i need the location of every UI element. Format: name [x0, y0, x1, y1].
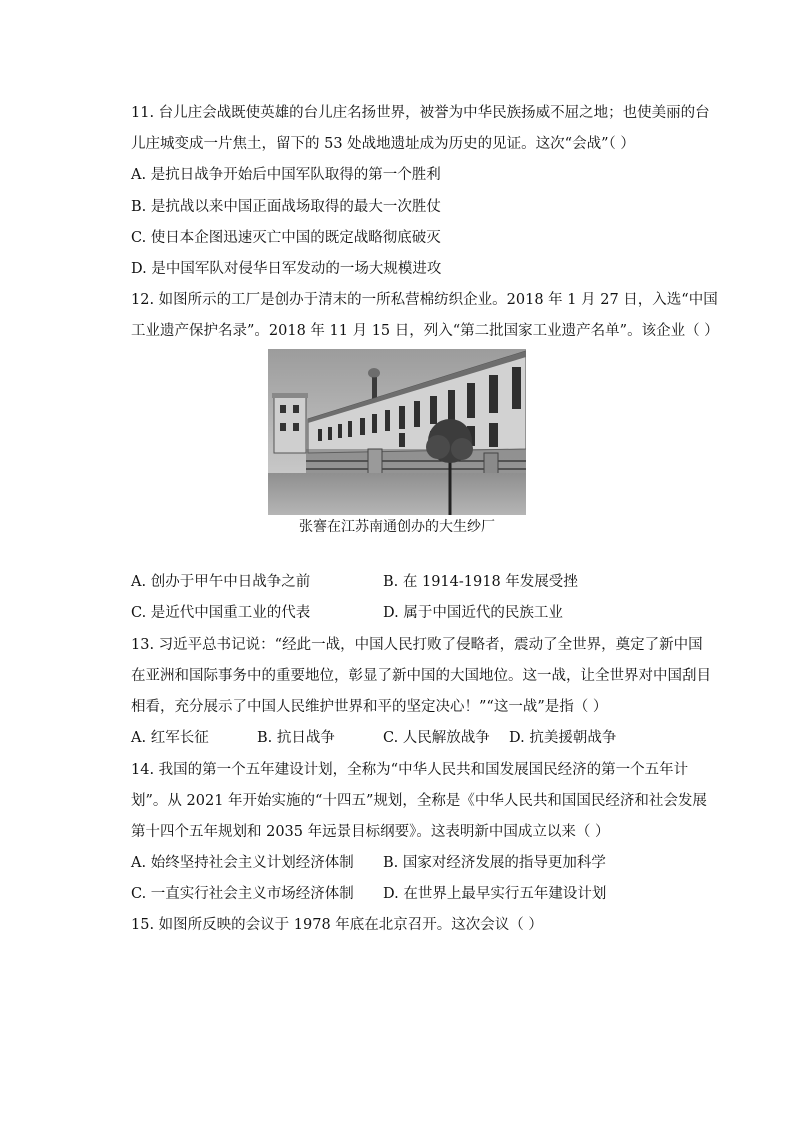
q12-photo-caption: 张謇在江苏南通创办的大生纱厂 [299, 519, 495, 535]
q11-option-b: B. 是抗战以来中国正面战场取得的最大一次胜仗 [131, 199, 441, 215]
q11-option-d: D. 是中国军队对侵华日军发动的一场大规模进攻 [131, 261, 442, 277]
q11-stem-line-2: 儿庄城变成一片焦土，留下的 53 处战地遗址成为历史的见证。这次“会战”（ ） [131, 136, 635, 152]
q14-option-c: C. 一直实行社会主义市场经济体制 [131, 886, 354, 902]
q12-option-a: A. 创办于甲午中日战争之前 [131, 574, 311, 590]
q13-option-d: D. 抗美援朝战争 [509, 730, 617, 746]
q13-option-c: C. 人民解放战争 [383, 730, 490, 746]
q12-option-c: C. 是近代中国重工业的代表 [131, 605, 311, 621]
q14-stem-line-3: 第十四个五年规划和 2035 年远景目标纲要》。这表明新中国成立以来（ ） [131, 824, 610, 840]
factory-photo-illustration [268, 349, 526, 515]
q14-option-b: B. 国家对经济发展的指导更加科学 [383, 855, 606, 871]
q12-stem-line-1: 12. 如图所示的工厂是创办于清末的一所私营棉纺织企业。2018 年 1 月 27 日，入选“中国 [131, 292, 718, 308]
q12-stem-line-2: 工业遗产保护名录”。2018 年 11 月 15 日，列入“第二批国家工业遗产名单”。该企业（ ） [131, 323, 719, 339]
q11-stem-line-1: 11. 台儿庄会战既使英雄的台儿庄名扬世界，被誉为中华民族扬威不屈之地；也使美丽的台 [131, 105, 710, 121]
q13-stem-line-2: 在亚洲和国际事务中的重要地位，彰显了新中国的大国地位。这一战，让全世界对中国刮目 [131, 668, 711, 684]
q11-option-c: C. 使日本企图迅速灭亡中国的既定战略彻底破灭 [131, 230, 441, 246]
q14-option-a: A. 始终坚持社会主义计划经济体制 [131, 855, 354, 871]
q13-stem-line-3: 相看，充分展示了中国人民维护世界和平的坚定决心！”“这一战”是指（ ） [131, 699, 608, 715]
q13-option-b: B. 抗日战争 [257, 730, 335, 746]
q12-option-d: D. 属于中国近代的民族工业 [383, 605, 563, 621]
q14-option-d: D. 在世界上最早实行五年建设计划 [383, 886, 607, 902]
q14-stem-line-2: 划”。从 2021 年开始实施的“十四五”规划，全称是《中华人民共和国国民经济和社会发展 [131, 793, 707, 809]
q15-stem-line-1: 15. 如图所反映的会议于 1978 年底在北京召开。这次会议（ ） [131, 917, 543, 933]
factory-photo [268, 349, 526, 515]
q13-option-a: A. 红军长征 [131, 730, 209, 746]
q11-option-a: A. 是抗日战争开始后中国军队取得的第一个胜利 [131, 167, 441, 183]
q12-option-b: B. 在 1914-1918 年发展受挫 [383, 574, 578, 590]
q13-stem-line-1: 13. 习近平总书记说：“经此一战，中国人民打败了侵略者，震动了全世界，奠定了新中国 [131, 637, 703, 653]
q14-stem-line-1: 14. 我国的第一个五年建设计划，全称为“中华人民共和国发展国民经济的第一个五年计 [131, 762, 689, 778]
